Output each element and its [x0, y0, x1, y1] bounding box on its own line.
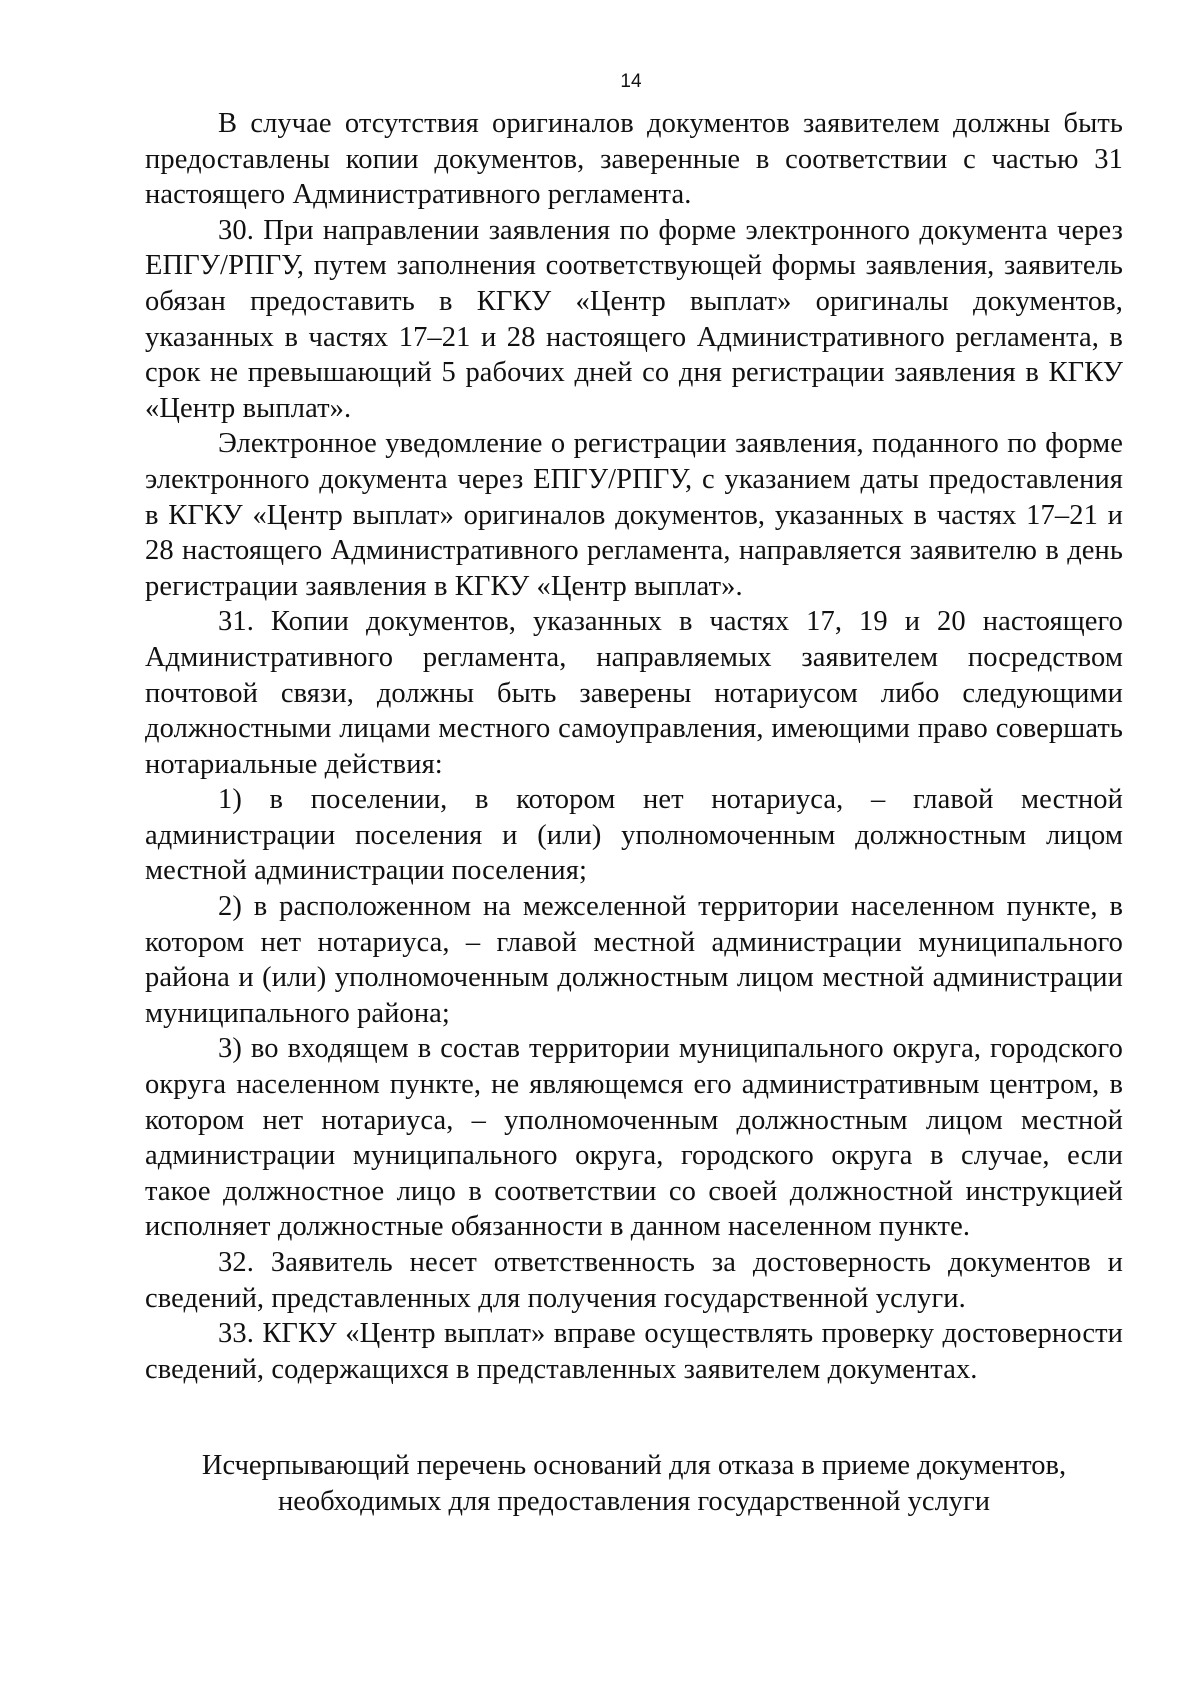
section-heading-line-2: необходимых для предоставления государственной услуги — [277, 1486, 990, 1517]
paragraph-electronic-notice: Электронное уведомление о регистрации заявления, поданного по форме электронного документа через ЕПГУ/РПГУ, с указанием даты предоставления в КГКУ «Центр выплат» оригиналов документов, указанных в частях 17–21 и 28 настоящего Административного регламента, направляется заявителю в день регистрации заявления в КГКУ «Центр выплат». — [145, 428, 1123, 602]
paragraph-32: 32. Заявитель несет ответственность за достоверность документов и сведений, представленных для получения государственной услуги. — [145, 1247, 1123, 1314]
paragraph-33: 33. КГКУ «Центр выплат» вправе осуществлять проверку достоверности сведений, содержащихся в представленных заявителем документах. — [145, 1318, 1123, 1385]
paragraph-30: 30. При направлении заявления по форме электронного документа через ЕПГУ/РПГУ, путем заполнения соответствующей формы заявления, заявитель обязан предоставить в КГКУ «Центр выплат» оригиналы документов, указанных в частях 17–21 и 28 настоящего Административного регламента, в срок не превышающий 5 рабочих дней со дня регистрации заявления в КГКУ «Центр выплат». — [145, 214, 1123, 424]
list-item-1: 1) в поселении, в котором нет нотариуса, – главой местной администрации поселения и (или) уполномоченным должностным лицом местной администрации поселения; — [145, 784, 1123, 887]
document-body — [145, 106, 1123, 1387]
section-heading-line-1: Исчерпывающий перечень оснований для отказа в приеме документов, — [201, 1450, 1067, 1481]
list-item-3: 3) во входящем в состав территории муниципального округа, городского округа населенном пункте, не являющемся его административным центром, в котором нет нотариуса, – уполномоченным должностным лицом местной администрации муниципального округа, городского округа в случае, если такое должностное лицо в соответствии со своей должностной инструкцией исполняет должностные обязанности в данном населенном пункте. — [145, 1033, 1123, 1243]
paragraph-31: 31. Копии документов, указанных в частях 17, 19 и 20 настоящего Административного регламента, направляемых заявителем посредством почтовой связи, должны быть заверены нотариусом либо следующими должностными лицами местного самоуправления, имеющими право совершать нотариальные действия: — [145, 606, 1123, 780]
list-item-2: 2) в расположенном на межселенной территории населенном пункте, в котором нет нотариуса, – главой местной администрации муниципального района и (или) уполномоченным должностным лицом местной администрации муниципального района; — [145, 891, 1123, 1029]
section-heading — [145, 1448, 1123, 1520]
page-number: 14 — [620, 71, 642, 92]
paragraph-originals-missing: В случае отсутствия оригиналов документов заявителем должны быть предоставлены копии документов, заверенные в соответствии с частью 31 настоящего Административного регламента. — [145, 108, 1123, 211]
